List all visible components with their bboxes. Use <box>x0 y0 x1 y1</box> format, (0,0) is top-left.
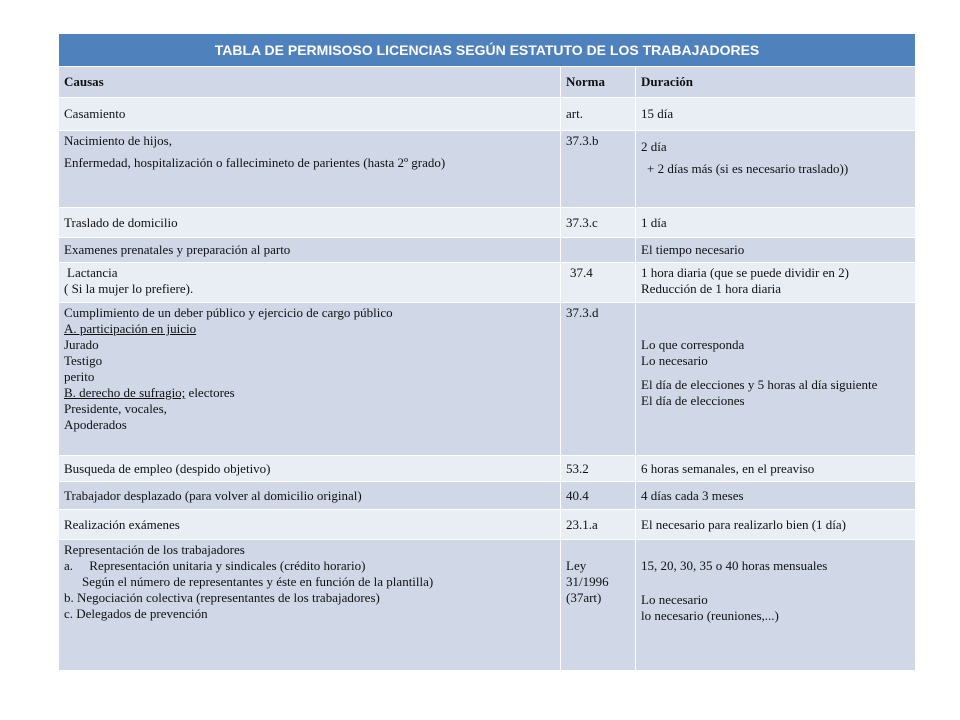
causa-line <box>64 385 555 401</box>
permisos-table <box>58 33 916 671</box>
duracion-cell <box>636 540 916 671</box>
table-row <box>59 510 916 540</box>
causa-line: Según el número de representantes y éste en función de la plantilla) <box>82 574 434 589</box>
norma-cell: 40.4 <box>561 482 636 510</box>
duracion-line: lo necesario (reuniones,...) <box>641 608 779 623</box>
duracion-line: + 2 días más (si es necesario traslado)) <box>647 161 849 176</box>
duracion-line: 15, 20, 30, 35 o 40 horas mensuales <box>641 558 828 573</box>
table-row <box>59 482 916 510</box>
duracion-line: 2 día <box>641 139 667 154</box>
norma-value: 37.4 <box>570 265 593 280</box>
header-duracion: Duración <box>636 67 916 98</box>
causa-cell <box>59 263 561 303</box>
causa-cell <box>59 540 561 671</box>
duracion-cell: 4 días cada 3 meses <box>636 482 916 510</box>
duracion-line: El día de elecciones <box>641 393 745 408</box>
causa-cell: Trabajador desplazado (para volver al domicilio original) <box>59 482 561 510</box>
norma-cell: art. <box>561 98 636 131</box>
norma-cell: 37.3.c <box>561 208 636 238</box>
duracion-cell: 15 día <box>636 98 916 131</box>
norma-cell: 23.1.a <box>561 510 636 540</box>
causa-line: b. Negociación colectiva (representantes de los trabajadores) <box>64 590 380 605</box>
causa-cell: Examenes prenatales y preparación al parto <box>59 238 561 263</box>
duracion-cell: El tiempo necesario <box>636 238 916 263</box>
norma-cell: 53.2 <box>561 456 636 482</box>
causa-line: perito <box>64 369 95 384</box>
header-row <box>59 67 916 98</box>
causa-cell: Traslado de domicilio <box>59 208 561 238</box>
duracion-cell: El necesario para realizarlo bien (1 día) <box>636 510 916 540</box>
header-causas: Causas <box>59 67 561 98</box>
duracion-line: El día de elecciones y 5 horas al día siguiente <box>641 377 878 392</box>
norma-line: (37art) <box>566 590 602 605</box>
causa-line: Cumplimiento de un deber público y ejercicio de cargo público <box>64 305 393 320</box>
causa-line: Enfermedad, hospitalización o fallecimineto de parientes (hasta 2º grado) <box>64 155 446 170</box>
electores-label: electores <box>185 385 235 400</box>
causa-line: Apoderados <box>64 417 127 432</box>
table-row <box>59 238 916 263</box>
duracion-line: 1 hora diaria (que se puede dividir en 2) <box>641 265 849 280</box>
causa-cell: Casamiento <box>59 98 561 131</box>
causa-line: Lactancia <box>67 265 118 280</box>
duracion-line: Lo necesario <box>641 592 708 607</box>
title-row <box>59 34 916 67</box>
duracion-cell <box>636 263 916 303</box>
norma-line: Ley <box>566 558 587 573</box>
causa-line: A. participación en juicio <box>64 321 197 336</box>
table-row <box>59 131 916 208</box>
causa-line: c. Delegados de prevención <box>64 606 208 621</box>
duracion-line: Reducción de 1 hora diaria <box>641 281 782 296</box>
norma-cell <box>561 540 636 671</box>
duracion-line: Lo necesario <box>641 353 708 368</box>
table-row <box>59 540 916 671</box>
duracion-cell <box>636 131 916 208</box>
table-title: TABLA DE PERMISOSO LICENCIAS SEGÚN ESTATUTO DE LOS TRABAJADORES <box>59 34 916 67</box>
norma-cell <box>561 263 636 303</box>
causa-cell: Busqueda de empleo (despido objetivo) <box>59 456 561 482</box>
causa-line: Jurado <box>64 337 99 352</box>
table-row <box>59 456 916 482</box>
causa-cell <box>59 131 561 208</box>
causa-cell <box>59 303 561 456</box>
causa-line: Testigo <box>64 353 103 368</box>
causa-cell: Realización exámenes <box>59 510 561 540</box>
norma-cell: 37.3.d <box>561 303 636 456</box>
table-row <box>59 208 916 238</box>
duracion-line: Lo que corresponda <box>641 337 745 352</box>
causa-line: a. Representación unitaria y sindicales (crédito horario) <box>64 558 366 573</box>
duracion-cell: 6 horas semanales, en el preaviso <box>636 456 916 482</box>
header-norma: Norma <box>561 67 636 98</box>
causa-line: ( Si la mujer lo prefiere). <box>64 281 194 296</box>
table-row <box>59 263 916 303</box>
causa-line: Presidente, vocales, <box>64 401 167 416</box>
causa-line: Nacimiento de hijos, <box>64 133 172 148</box>
norma-cell: 37.3.b <box>561 131 636 208</box>
duracion-cell: 1 día <box>636 208 916 238</box>
norma-cell <box>561 238 636 263</box>
table-row <box>59 98 916 131</box>
causa-line: Representación de los trabajadores <box>64 542 245 557</box>
table-row <box>59 303 916 456</box>
duracion-cell <box>636 303 916 456</box>
sufragio-label: B. derecho de sufragio; <box>64 385 186 400</box>
norma-line: 31/1996 <box>566 574 609 589</box>
